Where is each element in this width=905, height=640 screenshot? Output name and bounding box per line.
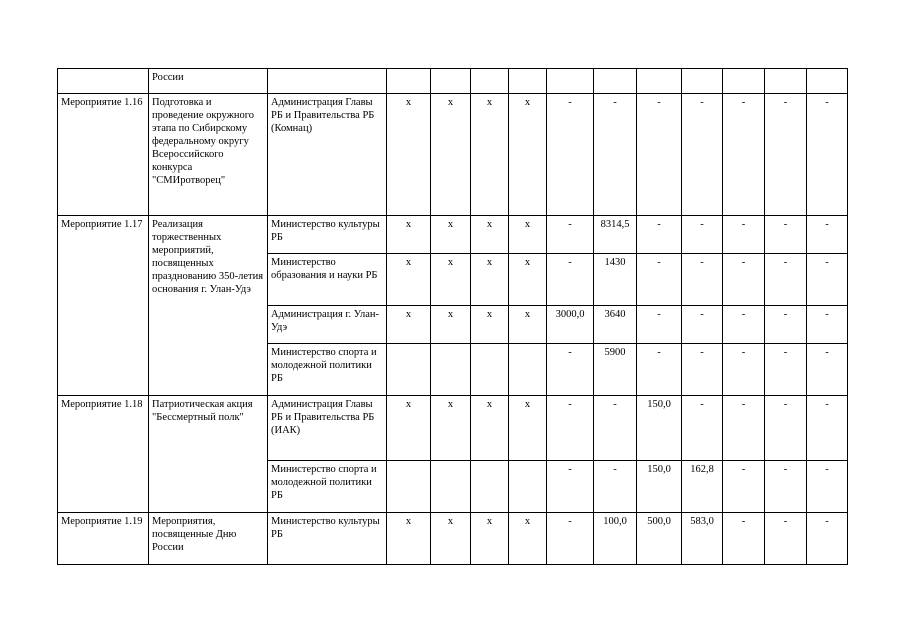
table-row [58, 94, 848, 216]
executor-cell: Министерство культуры РБ [268, 216, 387, 254]
value-cell: x [509, 94, 547, 216]
value-cell: - [547, 461, 594, 513]
value-cell: - [637, 254, 682, 306]
value-cell [387, 69, 431, 94]
value-cell [509, 69, 547, 94]
value-cell: x [431, 216, 471, 254]
value-cell: - [765, 344, 807, 396]
value-cell: x [471, 306, 509, 344]
value-cell [547, 69, 594, 94]
value-cell [637, 69, 682, 94]
value-cell: - [594, 94, 637, 216]
value-cell: x [509, 216, 547, 254]
table-row [58, 513, 848, 565]
executor-cell: Администрация г. Улан-Удэ [268, 306, 387, 344]
value-cell: 5900 [594, 344, 637, 396]
value-cell: - [637, 306, 682, 344]
value-cell: - [807, 94, 848, 216]
event-cell: Мероприятие 1.18 [58, 396, 149, 513]
event-name-cell: Мероприятия, посвященные Дню России [149, 513, 268, 565]
value-cell [387, 344, 431, 396]
value-cell [723, 69, 765, 94]
event-name-cell: Подготовка и проведение окружного этапа по Сибирскому федеральному округу Всероссийского конкурса "СМИротворец" [149, 94, 268, 216]
event-name-cell: Патриотическая акция "Бессмертный полк" [149, 396, 268, 513]
value-cell: - [807, 216, 848, 254]
value-cell: 162,8 [682, 461, 723, 513]
value-cell: - [723, 216, 765, 254]
value-cell [471, 344, 509, 396]
value-cell: 100,0 [594, 513, 637, 565]
value-cell: x [387, 513, 431, 565]
value-cell: - [723, 254, 765, 306]
executor-cell: Министерство культуры РБ [268, 513, 387, 565]
value-cell: 583,0 [682, 513, 723, 565]
executor-cell [268, 69, 387, 94]
value-cell: x [471, 396, 509, 461]
value-cell: 150,0 [637, 396, 682, 461]
value-cell: - [723, 306, 765, 344]
value-cell: - [637, 94, 682, 216]
value-cell: x [431, 396, 471, 461]
event-name-cell: Реализация торжественных мероприятий, посвященных празднованию 350-летия основания г. Улан-Удэ [149, 216, 268, 396]
value-cell: x [471, 254, 509, 306]
value-cell: - [807, 513, 848, 565]
event-cell [58, 69, 149, 94]
value-cell: x [387, 216, 431, 254]
value-cell: x [471, 513, 509, 565]
value-cell [431, 461, 471, 513]
value-cell: - [765, 513, 807, 565]
value-cell: - [723, 461, 765, 513]
value-cell: - [682, 396, 723, 461]
executor-cell: Министерство спорта и молодежной политики РБ [268, 461, 387, 513]
value-cell [431, 344, 471, 396]
value-cell: x [431, 254, 471, 306]
value-cell: 150,0 [637, 461, 682, 513]
value-cell [509, 344, 547, 396]
value-cell: x [387, 94, 431, 216]
value-cell: - [682, 306, 723, 344]
value-cell: - [682, 254, 723, 306]
value-cell: x [431, 94, 471, 216]
value-cell: - [547, 254, 594, 306]
value-cell: - [547, 396, 594, 461]
event-cell: Мероприятие 1.16 [58, 94, 149, 216]
value-cell: 500,0 [637, 513, 682, 565]
value-cell: - [807, 306, 848, 344]
value-cell: - [765, 396, 807, 461]
value-cell: x [509, 396, 547, 461]
value-cell [471, 69, 509, 94]
value-cell: x [387, 396, 431, 461]
program-table [57, 68, 848, 565]
event-name-cell: России [149, 69, 268, 94]
table-row [58, 216, 848, 254]
value-cell: - [723, 344, 765, 396]
value-cell: - [682, 94, 723, 216]
value-cell: x [387, 254, 431, 306]
event-cell: Мероприятие 1.17 [58, 216, 149, 396]
value-cell: - [807, 344, 848, 396]
value-cell: - [765, 461, 807, 513]
executor-cell: Министерство спорта и молодежной политики РБ [268, 344, 387, 396]
value-cell [509, 461, 547, 513]
value-cell: x [471, 216, 509, 254]
value-cell: - [807, 254, 848, 306]
event-cell: Мероприятие 1.19 [58, 513, 149, 565]
value-cell: - [594, 396, 637, 461]
value-cell: x [509, 306, 547, 344]
value-cell: - [765, 254, 807, 306]
value-cell: - [637, 216, 682, 254]
value-cell: x [509, 254, 547, 306]
value-cell: - [765, 94, 807, 216]
value-cell: - [547, 513, 594, 565]
value-cell: - [547, 216, 594, 254]
table-row [58, 69, 848, 94]
value-cell: - [765, 216, 807, 254]
value-cell: - [547, 94, 594, 216]
value-cell: - [637, 344, 682, 396]
value-cell: - [594, 461, 637, 513]
executor-cell: Министерство образования и науки РБ [268, 254, 387, 306]
value-cell: - [723, 94, 765, 216]
value-cell: x [509, 513, 547, 565]
value-cell [765, 69, 807, 94]
value-cell: x [387, 306, 431, 344]
value-cell: x [431, 513, 471, 565]
value-cell: x [471, 94, 509, 216]
value-cell: - [682, 216, 723, 254]
value-cell: x [431, 306, 471, 344]
value-cell [594, 69, 637, 94]
value-cell [387, 461, 431, 513]
value-cell [471, 461, 509, 513]
executor-cell: Администрация Главы РБ и Правительства РБ (Комнац) [268, 94, 387, 216]
value-cell: - [765, 306, 807, 344]
value-cell: - [723, 396, 765, 461]
value-cell: - [807, 461, 848, 513]
value-cell: 1430 [594, 254, 637, 306]
table-row [58, 396, 848, 461]
value-cell: 3640 [594, 306, 637, 344]
value-cell: - [807, 396, 848, 461]
executor-cell: Администрация Главы РБ и Правительства РБ (ИАК) [268, 396, 387, 461]
value-cell: - [723, 513, 765, 565]
value-cell: - [547, 344, 594, 396]
value-cell [682, 69, 723, 94]
value-cell: - [682, 344, 723, 396]
value-cell [431, 69, 471, 94]
value-cell: 3000,0 [547, 306, 594, 344]
value-cell [807, 69, 848, 94]
value-cell: 8314,5 [594, 216, 637, 254]
